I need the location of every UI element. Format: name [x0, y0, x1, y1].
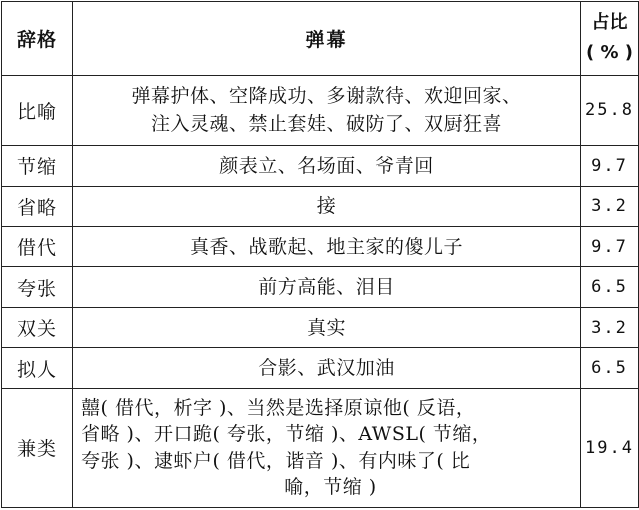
danmu-line: 接 [316, 195, 337, 218]
table-row [2, 267, 639, 307]
table-header-row [2, 2, 639, 76]
row-danmu [73, 388, 581, 507]
table-row [2, 226, 639, 266]
danmu-line: 合影、武汉加油 [258, 357, 395, 380]
danmu-line: 真香、战歌起、地主家的傻儿子 [189, 235, 463, 258]
table-row [2, 307, 639, 347]
row-danmu [73, 307, 581, 347]
row-type: 双关 [2, 307, 73, 347]
danmu-line: 喻，节缩 ) [284, 476, 377, 499]
row-type: 比喻 [2, 75, 73, 146]
row-danmu [73, 75, 581, 146]
danmu-line: 夸张 )、逮虾户( 借代，谐音 )、有内味了( 比 [81, 449, 471, 472]
rhetoric-danmu-table [1, 1, 639, 508]
danmu-line: 弹幕护体、空降成功、多谢款待、欢迎回家、 [131, 85, 522, 108]
header-rhetoric-type: 辞格 [2, 2, 73, 76]
row-danmu [73, 186, 581, 226]
row-danmu [73, 267, 581, 307]
danmu-line: 省略 )、开口跪( 夸张，节缩 )、AWSL( 节缩， [81, 423, 492, 446]
row-percentage: 9.7 [581, 146, 639, 186]
row-percentage: 25.8 [581, 75, 639, 146]
row-percentage: 3.2 [581, 186, 639, 226]
header-percentage-unit: ( % ) [585, 42, 634, 64]
row-type: 省略 [2, 186, 73, 226]
danmu-line: 真实 [306, 316, 346, 339]
row-danmu [73, 226, 581, 266]
row-danmu [73, 348, 581, 388]
table-row [2, 186, 639, 226]
table-row [2, 348, 639, 388]
header-percentage-label: 占比 [591, 12, 628, 34]
row-percentage: 3.2 [581, 307, 639, 347]
row-type: 拟人 [2, 348, 73, 388]
header-danmu: 弹幕 [73, 2, 581, 76]
row-percentage: 6.5 [581, 267, 639, 307]
row-type: 节缩 [2, 146, 73, 186]
danmu-line: 前方高能、泪目 [258, 276, 395, 299]
row-percentage: 6.5 [581, 348, 639, 388]
danmu-line: 囍( 借代，析字 )、当然是选择原谅他( 反语， [81, 396, 476, 419]
row-type: 兼类 [2, 388, 73, 507]
row-percentage: 19.4 [581, 388, 639, 507]
header-percentage [581, 2, 639, 76]
table-row [2, 388, 639, 507]
row-type: 借代 [2, 226, 73, 266]
danmu-line: 注入灵魂、禁止套娃、破防了、双厨狂喜 [150, 113, 502, 136]
table-row [2, 146, 639, 186]
row-type: 夸张 [2, 267, 73, 307]
table-row [2, 75, 639, 146]
danmu-line: 颜表立、名场面、爷青回 [219, 154, 434, 177]
row-percentage: 9.7 [581, 226, 639, 266]
row-danmu [73, 146, 581, 186]
